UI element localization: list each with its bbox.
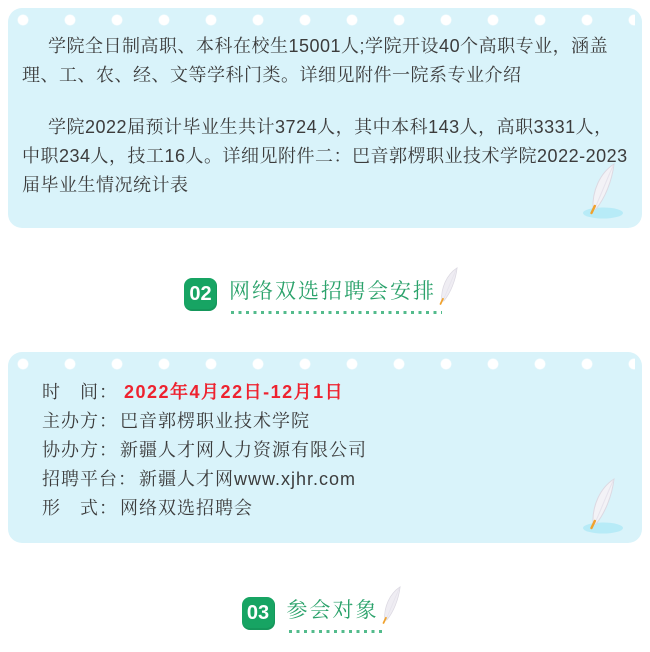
info-value: 2022年4月22日-12月1日: [124, 382, 345, 402]
info-row-format: [42, 494, 628, 523]
intro-paragraph-1: 学院全日制高职、本科在校生15001人;学院开设40个高职专业，涵盖理、工、农、经、文等学科门类。详细见附件一院系专业介绍: [22, 36, 609, 85]
intro-card: [8, 8, 642, 228]
info-rows: [8, 352, 642, 523]
info-value: 新疆人才网人力资源有限公司: [120, 440, 367, 460]
info-label: 时 间：: [42, 382, 118, 402]
info-label: 主办方：: [42, 411, 118, 431]
section-title: 网络双选招聘会安排: [229, 279, 436, 303]
info-value: 网络双选招聘会: [120, 498, 253, 518]
info-label: 协办方：: [42, 440, 118, 460]
info-row-time: [42, 378, 628, 407]
section-number-badge: 02: [184, 278, 217, 311]
section-03-header: [0, 596, 650, 630]
info-row-cohost: [42, 436, 628, 465]
quill-feather-icon: [580, 161, 626, 219]
perforation-dots: [15, 13, 635, 27]
event-info-card: [8, 352, 642, 543]
quill-feather-icon: [580, 476, 626, 534]
dotted-underline: [231, 311, 442, 314]
quill-feather-icon: [432, 264, 466, 310]
quill-feather-icon: [375, 583, 409, 629]
section-number-badge: 03: [242, 597, 275, 630]
info-value: 巴音郭楞职业技术学院: [120, 411, 310, 431]
intro-paragraph-2: 学院2022届预计毕业生共计3724人，其中本科143人，高职3331人，中职234人，技工16人。详细见附件二：巴音郭楞职业技术学院2022-2023届毕业生情况统计表: [22, 117, 628, 195]
info-label: 招聘平台：: [42, 469, 137, 489]
info-row-platform: [42, 465, 628, 494]
section-02-header: [0, 277, 650, 311]
section-title-wrap: [229, 275, 436, 314]
section-title-wrap: [287, 594, 379, 633]
info-value: 新疆人才网www.xjhr.com: [139, 469, 357, 489]
section-title: 参会对象: [286, 598, 379, 622]
info-row-host: [42, 407, 628, 436]
dotted-underline: [289, 630, 385, 633]
info-label: 形 式：: [42, 498, 118, 518]
